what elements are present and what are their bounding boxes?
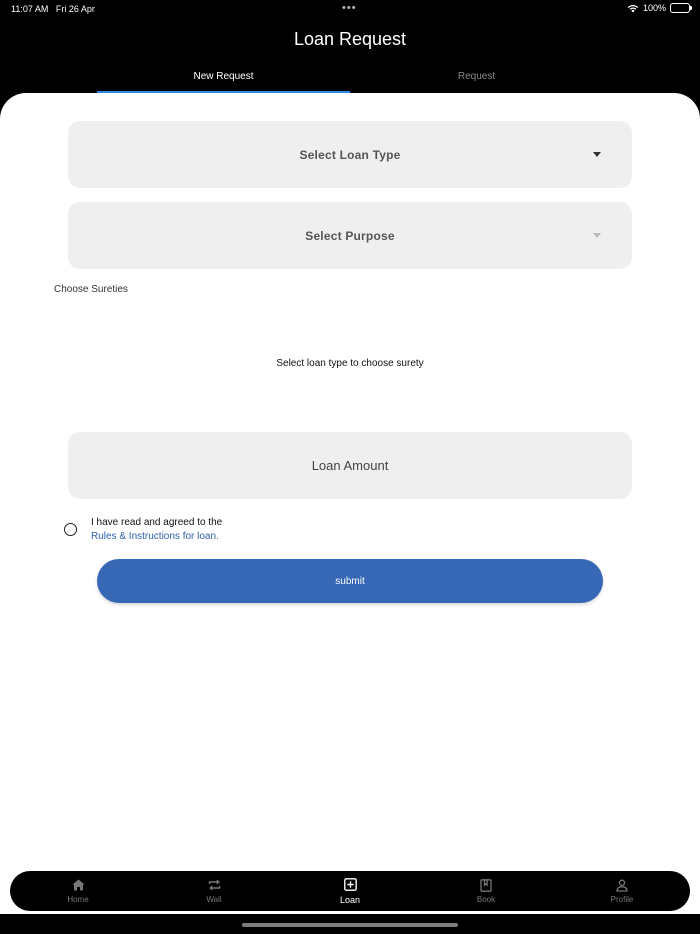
nav-item-loan[interactable]	[310, 878, 390, 905]
nav-label-wall: Wall	[206, 895, 222, 904]
nav-label-profile: Profile	[610, 895, 634, 904]
bottom-nav	[10, 871, 690, 911]
wifi-icon	[627, 4, 639, 13]
nav-label-loan: Loan	[339, 894, 361, 905]
agree-statement: I have read and agreed to the	[91, 517, 223, 528]
agree-text	[91, 516, 222, 544]
purpose-label: Select Purpose	[305, 228, 395, 243]
status-time: 11:07 AM Fri 26 Apr	[11, 4, 95, 14]
submit-button[interactable]: submit	[97, 559, 603, 603]
home-icon	[72, 878, 85, 892]
tab-new-request[interactable]: New Request	[97, 66, 350, 94]
multitasking-dots[interactable]: •••	[342, 2, 357, 14]
battery-percent: 100%	[642, 3, 666, 13]
home-indicator-area	[0, 914, 700, 934]
tab-request[interactable]: Request	[350, 66, 603, 94]
nav-item-wall[interactable]	[174, 878, 254, 904]
book-icon	[480, 878, 492, 892]
surety-hint: Select loan type to choose surety	[276, 358, 424, 369]
bottom-nav-area	[0, 862, 700, 934]
plus-square-icon	[344, 878, 357, 892]
loan-type-select[interactable]	[68, 121, 632, 188]
tab-bar	[97, 66, 603, 94]
agree-radio[interactable]	[64, 523, 77, 536]
battery-icon	[670, 3, 690, 13]
loan-amount-placeholder: Loan Amount	[311, 458, 389, 473]
chevron-down-icon	[593, 152, 601, 157]
nav-item-home[interactable]	[38, 878, 118, 904]
sureties-label: Choose Sureties	[54, 284, 128, 295]
user-icon	[616, 878, 628, 892]
purpose-select[interactable]	[68, 202, 632, 269]
chevron-down-icon	[593, 233, 601, 238]
nav-item-profile[interactable]	[582, 878, 662, 904]
page-title: Loan Request	[293, 29, 407, 49]
nav-item-book[interactable]	[446, 878, 526, 904]
nav-label-home: Home	[67, 895, 89, 904]
loan-amount-input[interactable]	[68, 432, 632, 499]
status-bar	[0, 0, 700, 18]
status-indicators	[627, 3, 690, 13]
loan-type-label: Select Loan Type	[299, 147, 401, 162]
home-indicator[interactable]	[242, 923, 458, 927]
rules-link[interactable]: Rules & Instructions for loan.	[91, 531, 219, 542]
repeat-icon	[208, 878, 221, 892]
nav-label-book: Book	[476, 895, 496, 904]
